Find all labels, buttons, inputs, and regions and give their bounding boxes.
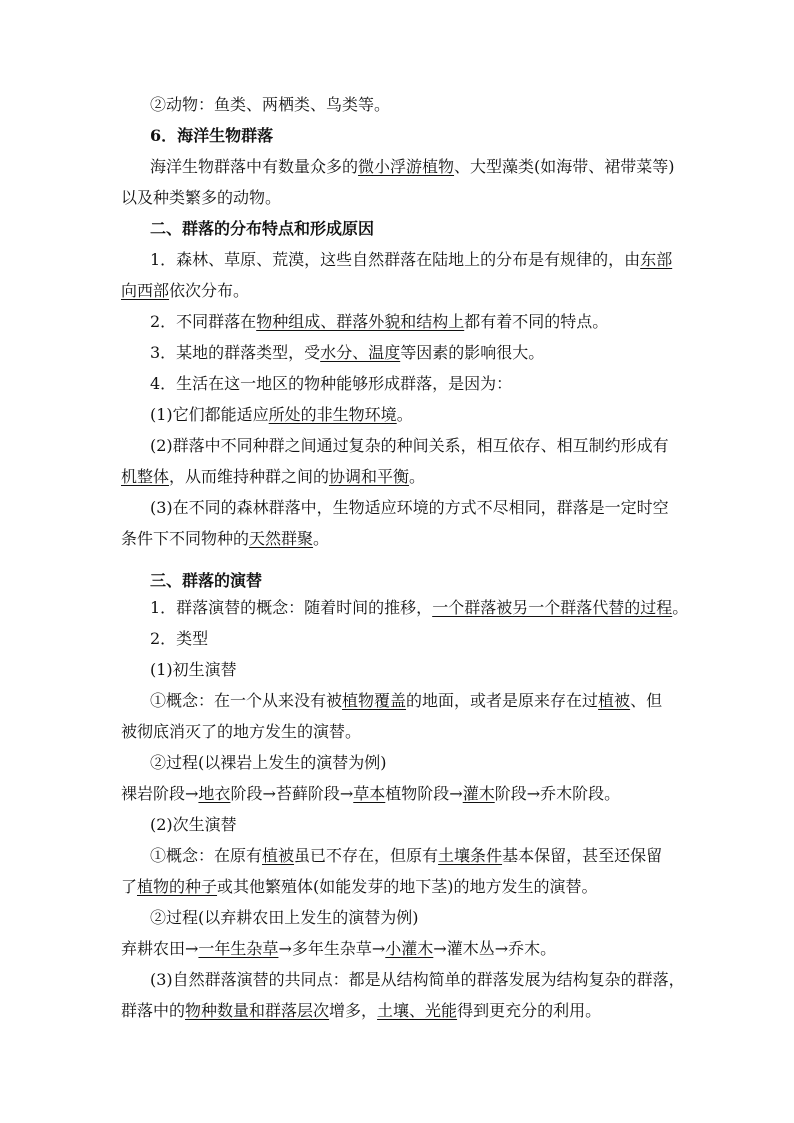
- text-segment: →灌木丛→乔木。: [433, 939, 557, 958]
- paragraph-line: [150, 596, 689, 620]
- paragraph-line: [121, 999, 681, 1023]
- text-segment: 6．海洋生物群落: [150, 126, 274, 145]
- text-segment: 被彻底消灭了的地方发生的演替。: [121, 722, 362, 741]
- paragraph-line: [150, 658, 681, 682]
- text-segment: 基本保留，甚至还保留: [502, 846, 663, 865]
- paragraph-line: [121, 937, 681, 961]
- paragraph-line: [150, 968, 685, 992]
- text-segment: ②过程(以裸岩上发生的演替为例): [150, 753, 387, 772]
- underlined-answer: 草本: [353, 784, 386, 803]
- paragraph-line: [150, 248, 681, 272]
- paragraph-line: [150, 813, 681, 837]
- underlined-answer: 物种数量和群落层次: [185, 1001, 330, 1020]
- paragraph-line: [150, 310, 681, 334]
- paragraph-line: [150, 93, 681, 117]
- paragraph-line: [150, 751, 681, 775]
- paragraph-line: [121, 527, 681, 551]
- underlined-answer: 协调和平衡: [329, 467, 410, 486]
- underlined-answer: 一年生杂草: [198, 939, 279, 958]
- underlined-answer: 地衣: [198, 784, 231, 803]
- text-segment: ②过程(以弃耕农田上发生的演替为例): [150, 908, 419, 927]
- paragraph-line: [150, 372, 681, 396]
- text-segment: 了: [121, 877, 138, 896]
- text-segment: 。: [409, 467, 426, 486]
- text-segment: (1)初生演替: [150, 660, 237, 679]
- text-segment: 1．群落演替的概念：随着时间的推移，: [150, 598, 433, 617]
- text-segment: 3．某地的群落类型，受: [150, 343, 321, 362]
- text-segment: 1．森林、草原、荒漠，这些自然群落在陆地上的分布是有规律的，由: [150, 250, 641, 269]
- underlined-answer: 土壤条件: [438, 846, 503, 865]
- text-segment: 虽已不存在，但原有: [294, 846, 439, 865]
- underlined-answer: 机整体: [121, 467, 170, 486]
- text-segment: 二、群落的分布特点和形成原因: [150, 219, 375, 238]
- paragraph-line: [150, 155, 681, 179]
- text-segment: (1)它们都能适应: [150, 405, 269, 424]
- underlined-answer: 一个群落被另一个群落代替的过程: [432, 598, 673, 617]
- text-segment: 2．类型: [150, 629, 209, 648]
- underlined-answer: 土壤、光能: [377, 1001, 458, 1020]
- text-segment: (2)群落中不同种群之间通过复杂的种间关系，相互依存、相互制约形成有: [150, 436, 669, 455]
- underlined-answer: 植被: [262, 846, 295, 865]
- text-segment: 三、群落的演替: [150, 571, 263, 590]
- text-segment: 。: [396, 405, 413, 424]
- text-segment: 群落中的: [121, 1001, 186, 1020]
- text-segment: →多年生杂草→: [278, 939, 386, 958]
- underlined-answer: 向西部: [121, 281, 170, 300]
- text-segment: 的地面，或者是原来存在过: [406, 691, 599, 710]
- text-segment: ，从而维持种群之间的: [169, 467, 330, 486]
- paragraph-line: [121, 720, 681, 744]
- underlined-answer: 东部: [640, 250, 673, 269]
- paragraph-line: [121, 279, 681, 303]
- paragraph-line: [121, 186, 681, 210]
- text-segment: (3)在不同的森林群落中，生物适应环境的方式不尽相同，群落是一定时空: [150, 498, 669, 517]
- text-segment: 海洋生物群落中有数量众多的: [150, 157, 359, 176]
- underlined-answer: 小灌木: [385, 939, 434, 958]
- underlined-answer: 植物覆盖: [342, 691, 407, 710]
- underlined-answer: 灌木: [462, 784, 495, 803]
- underlined-answer: 植物的种子: [137, 877, 218, 896]
- text-segment: ①概念：在原有: [150, 846, 263, 865]
- paragraph-line: [150, 627, 681, 651]
- text-segment: 弃耕农田→: [121, 939, 199, 958]
- section-heading: [150, 217, 681, 241]
- text-segment: 得到更充分的利用。: [457, 1001, 602, 1020]
- paragraph-line: [150, 906, 681, 930]
- text-segment: 4．生活在这一地区的物种能够形成群落，是因为：: [150, 374, 513, 393]
- text-segment: 阶段→苔藓阶段→: [230, 784, 354, 803]
- text-segment: 。: [672, 598, 689, 617]
- text-segment: (2)次生演替: [150, 815, 237, 834]
- underlined-answer: 微小浮游植物: [358, 157, 455, 176]
- paragraph-line: [150, 689, 681, 713]
- underlined-answer: 水分、温度: [320, 343, 401, 362]
- text-segment: 植物阶段→: [385, 784, 463, 803]
- text-segment: 裸岩阶段→: [121, 784, 199, 803]
- paragraph-line: [121, 465, 681, 489]
- text-segment: ①概念：在一个从来没有被: [150, 691, 343, 710]
- text-segment: 阶段→乔木阶段。: [494, 784, 621, 803]
- text-segment: 、大型藻类(如海带、裙带菜等): [454, 157, 675, 176]
- underlined-answer: 物种组成、群落外貌和结构上: [256, 312, 465, 331]
- section-heading: [150, 124, 681, 148]
- text-segment: 或其他繁殖体(如能发芽的地下茎)的地方发生的演替。: [217, 877, 598, 896]
- text-segment: 增多，: [329, 1001, 378, 1020]
- text-segment: 、但: [630, 691, 663, 710]
- paragraph-line: [150, 496, 681, 520]
- paragraph-line: [150, 844, 681, 868]
- text-segment: 以及种类繁多的动物。: [121, 188, 282, 207]
- text-segment: 条件下不同物种的: [121, 529, 250, 548]
- text-segment: 依次分布。: [169, 281, 250, 300]
- text-segment: 。: [313, 529, 330, 548]
- text-segment: 等因素的影响很大。: [400, 343, 545, 362]
- paragraph-line: [150, 434, 681, 458]
- text-segment: 都有着不同的特点。: [464, 312, 609, 331]
- paragraph-line: [150, 341, 681, 365]
- underlined-answer: 所处的非生物环境: [268, 405, 397, 424]
- text-segment: 2．不同群落在: [150, 312, 257, 331]
- paragraph-line: [121, 782, 681, 806]
- underlined-answer: 天然群聚: [249, 529, 314, 548]
- paragraph-line: [121, 875, 681, 899]
- text-segment: ②动物：鱼类、两栖类、鸟类等。: [150, 95, 391, 114]
- paragraph-line: [150, 403, 681, 427]
- section-heading: [150, 569, 681, 593]
- text-segment: (3)自然群落演替的共同点：都是从结构简单的群落发展为结构复杂的群落，: [150, 970, 685, 989]
- underlined-answer: 植被: [598, 691, 631, 710]
